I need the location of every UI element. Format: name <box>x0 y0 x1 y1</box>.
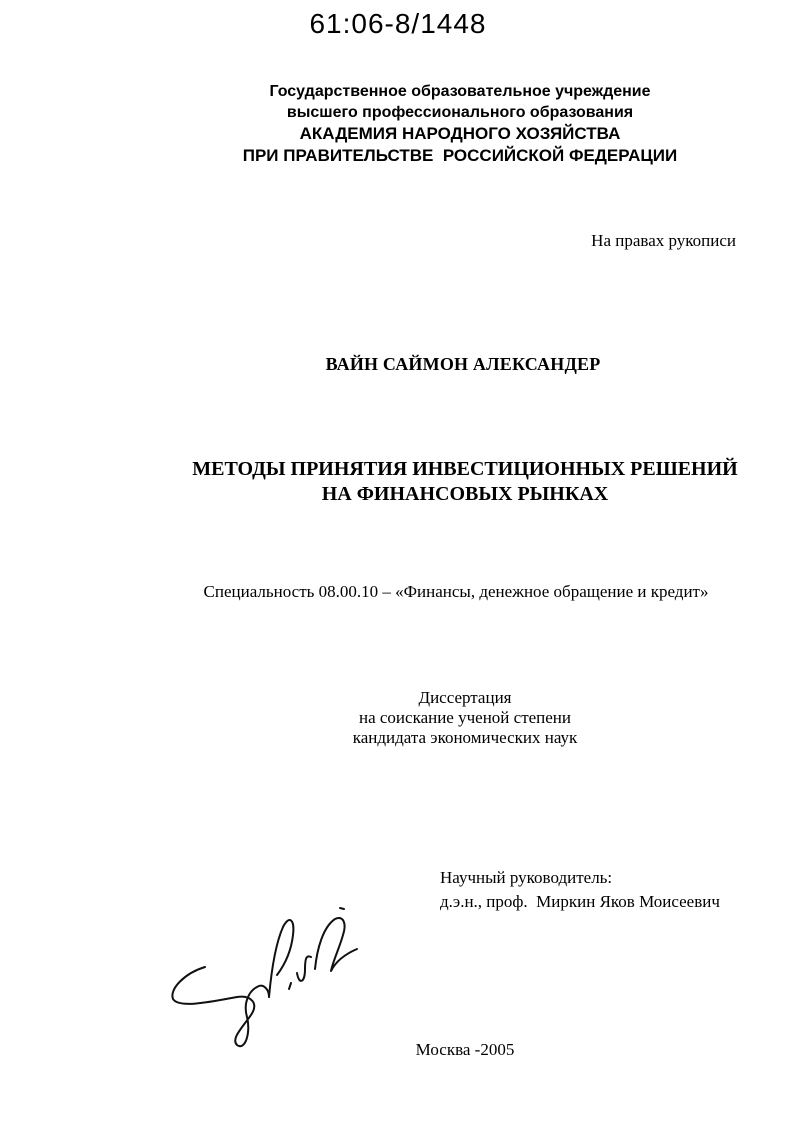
dissertation-line-1: Диссертация <box>418 688 512 707</box>
archive-stamp-number: 61:06-8/1448 <box>309 8 487 39</box>
specialty-line: Специальность 08.00.10 – «Финансы, денежное обращение и кредит» <box>203 582 709 601</box>
dissertation-line-2: на соискание ученой степени <box>358 708 572 727</box>
advisor-label: Научный руководитель: <box>440 868 613 887</box>
thesis-title-line-2: НА ФИНАНСОВЫХ РЫНКАХ <box>321 483 609 505</box>
institution-line-3: АКАДЕМИЯ НАРОДНОГО ХОЗЯЙСТВА <box>299 124 621 143</box>
thesis-title <box>150 457 780 507</box>
institution-line-2: высшего профессионального образования <box>286 104 634 121</box>
dissertation-line-3: кандидата экономических наук <box>352 728 578 747</box>
institution-line-4: ПРИ ПРАВИТЕЛЬСТВЕ РОССИЙСКОЙ ФЕДЕРАЦИИ <box>242 146 678 165</box>
manuscript-note: На правах рукописи <box>591 231 736 250</box>
place-and-year: Москва -2005 <box>415 1040 515 1059</box>
institution-line-1: Государственное образовательное учреждение <box>269 83 651 100</box>
thesis-title-line-1: МЕТОДЫ ПРИНЯТИЯ ИНВЕСТИЦИОННЫХ РЕШЕНИЙ <box>192 458 738 480</box>
institution-header <box>150 81 770 167</box>
advisor-name: д.э.н., проф. Миркин Яков Моисеевич <box>440 892 720 911</box>
handwritten-signature <box>165 905 385 1055</box>
scientific-advisor <box>440 866 720 914</box>
author-name: ВАЙН САЙМОН АЛЕКСАНДЕР <box>325 354 601 374</box>
dissertation-type <box>300 688 630 748</box>
